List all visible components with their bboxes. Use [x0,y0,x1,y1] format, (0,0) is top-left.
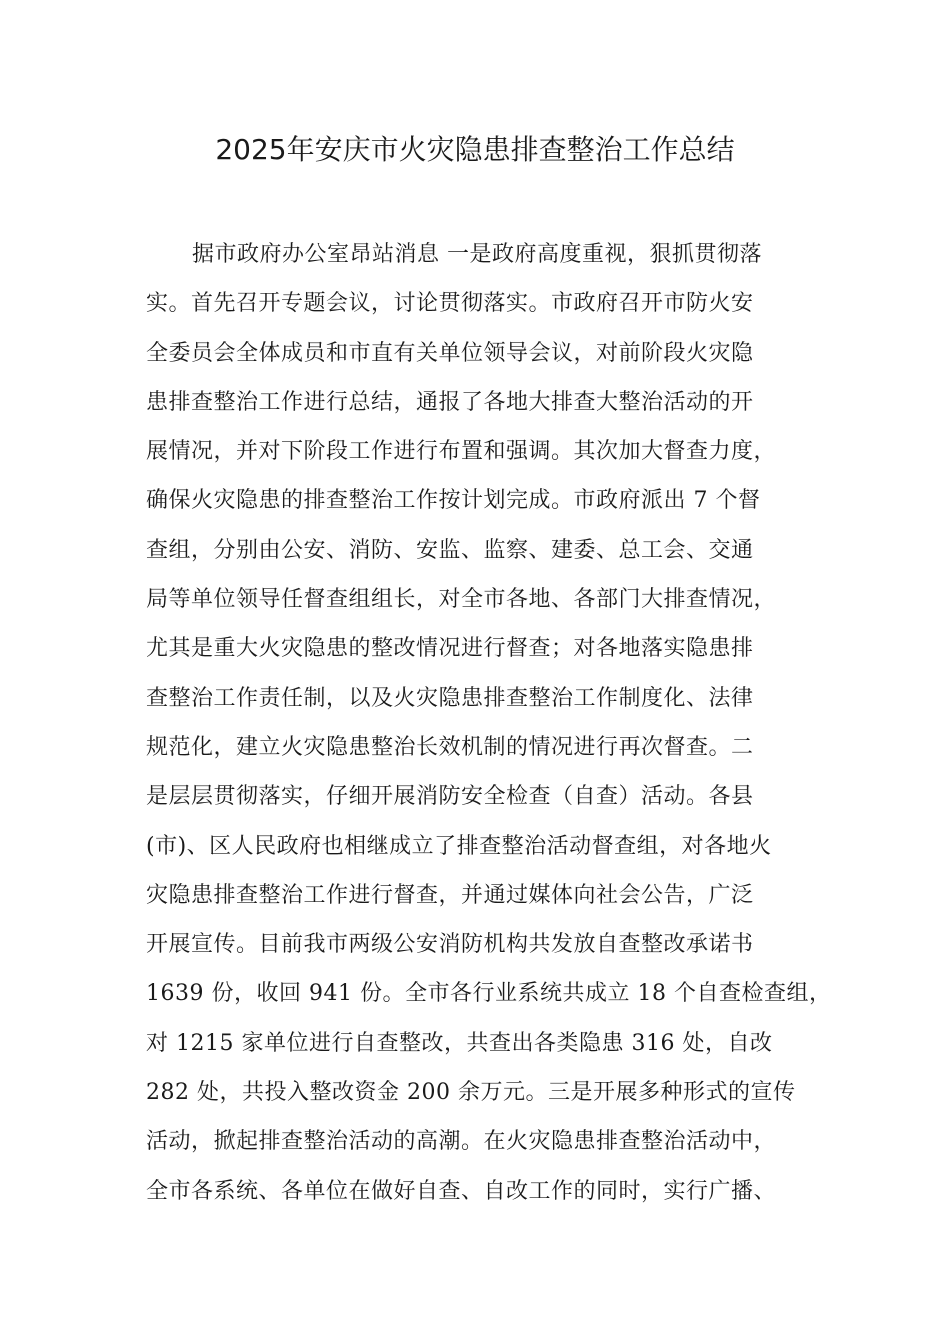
body-line: 实。首先召开专题会议，讨论贯彻落实。市政府召开市防火安 [146,291,754,317]
body-line: 规范化，建立火灾隐患整治长效机制的情况进行再次督查。二 [146,734,754,760]
document-title: 2025年安庆市火灾隐患排查整治工作总结 [215,133,735,166]
body-line: 282 处，共投入整改资金 200 余万元。三是开展多种形式的宣传 [146,1080,796,1106]
body-line: (市)、区人民政府也相继成立了排查整治活动督查组，对各地火 [146,833,772,859]
body-line: 活动，掀起排查整治活动的高潮。在火灾隐患排查整治活动中， [146,1129,777,1155]
body-line: 展情况，并对下阶段工作进行布置和强调。其次加大督查力度， [146,439,777,465]
body-line: 是层层贯彻落实，仔细开展消防安全检查（自查）活动。各县 [146,784,754,810]
body-line: 局等单位领导任督查组组长，对全市各地、各部门大排查情况， [146,587,777,613]
body-line: 查组，分别由公安、消防、安监、监察、建委、总工会、交通 [146,537,754,563]
body-line: 灾隐患排查整治工作进行督查，并通过媒体向社会公告，广泛 [146,882,754,908]
document-body [146,230,832,1216]
body-line: 确保火灾隐患的排查整治工作按计划完成。市政府派出 7 个督 [146,488,761,514]
body-line: 患排查整治工作进行总结，通报了各地大排查大整治活动的开 [146,389,754,415]
body-line: 全委员会全体成员和市直有关单位领导会议，对前阶段火灾隐 [146,340,754,366]
body-line: 1639 份，收回 941 份。全市各行业系统共成立 18 个自查检查组， [146,981,832,1007]
body-line: 开展宣传。目前我市两级公安消防机构共发放自查整改承诺书 [146,932,754,958]
body-line: 对 1215 家单位进行自查整改，共查出各类隐患 316 处，自改 [146,1030,773,1056]
body-line: 查整治工作责任制，以及火灾隐患排查整治工作制度化、法律 [146,685,754,711]
body-line: 尤其是重大火灾隐患的整改情况进行督查；对各地落实隐患排 [146,636,754,662]
body-line: 据市政府办公室昂站消息 一是政府高度重视，狠抓贯彻落 [192,242,762,267]
body-line: 全市各系统、各单位在做好自查、自改工作的同时，实行广播、 [146,1178,777,1204]
